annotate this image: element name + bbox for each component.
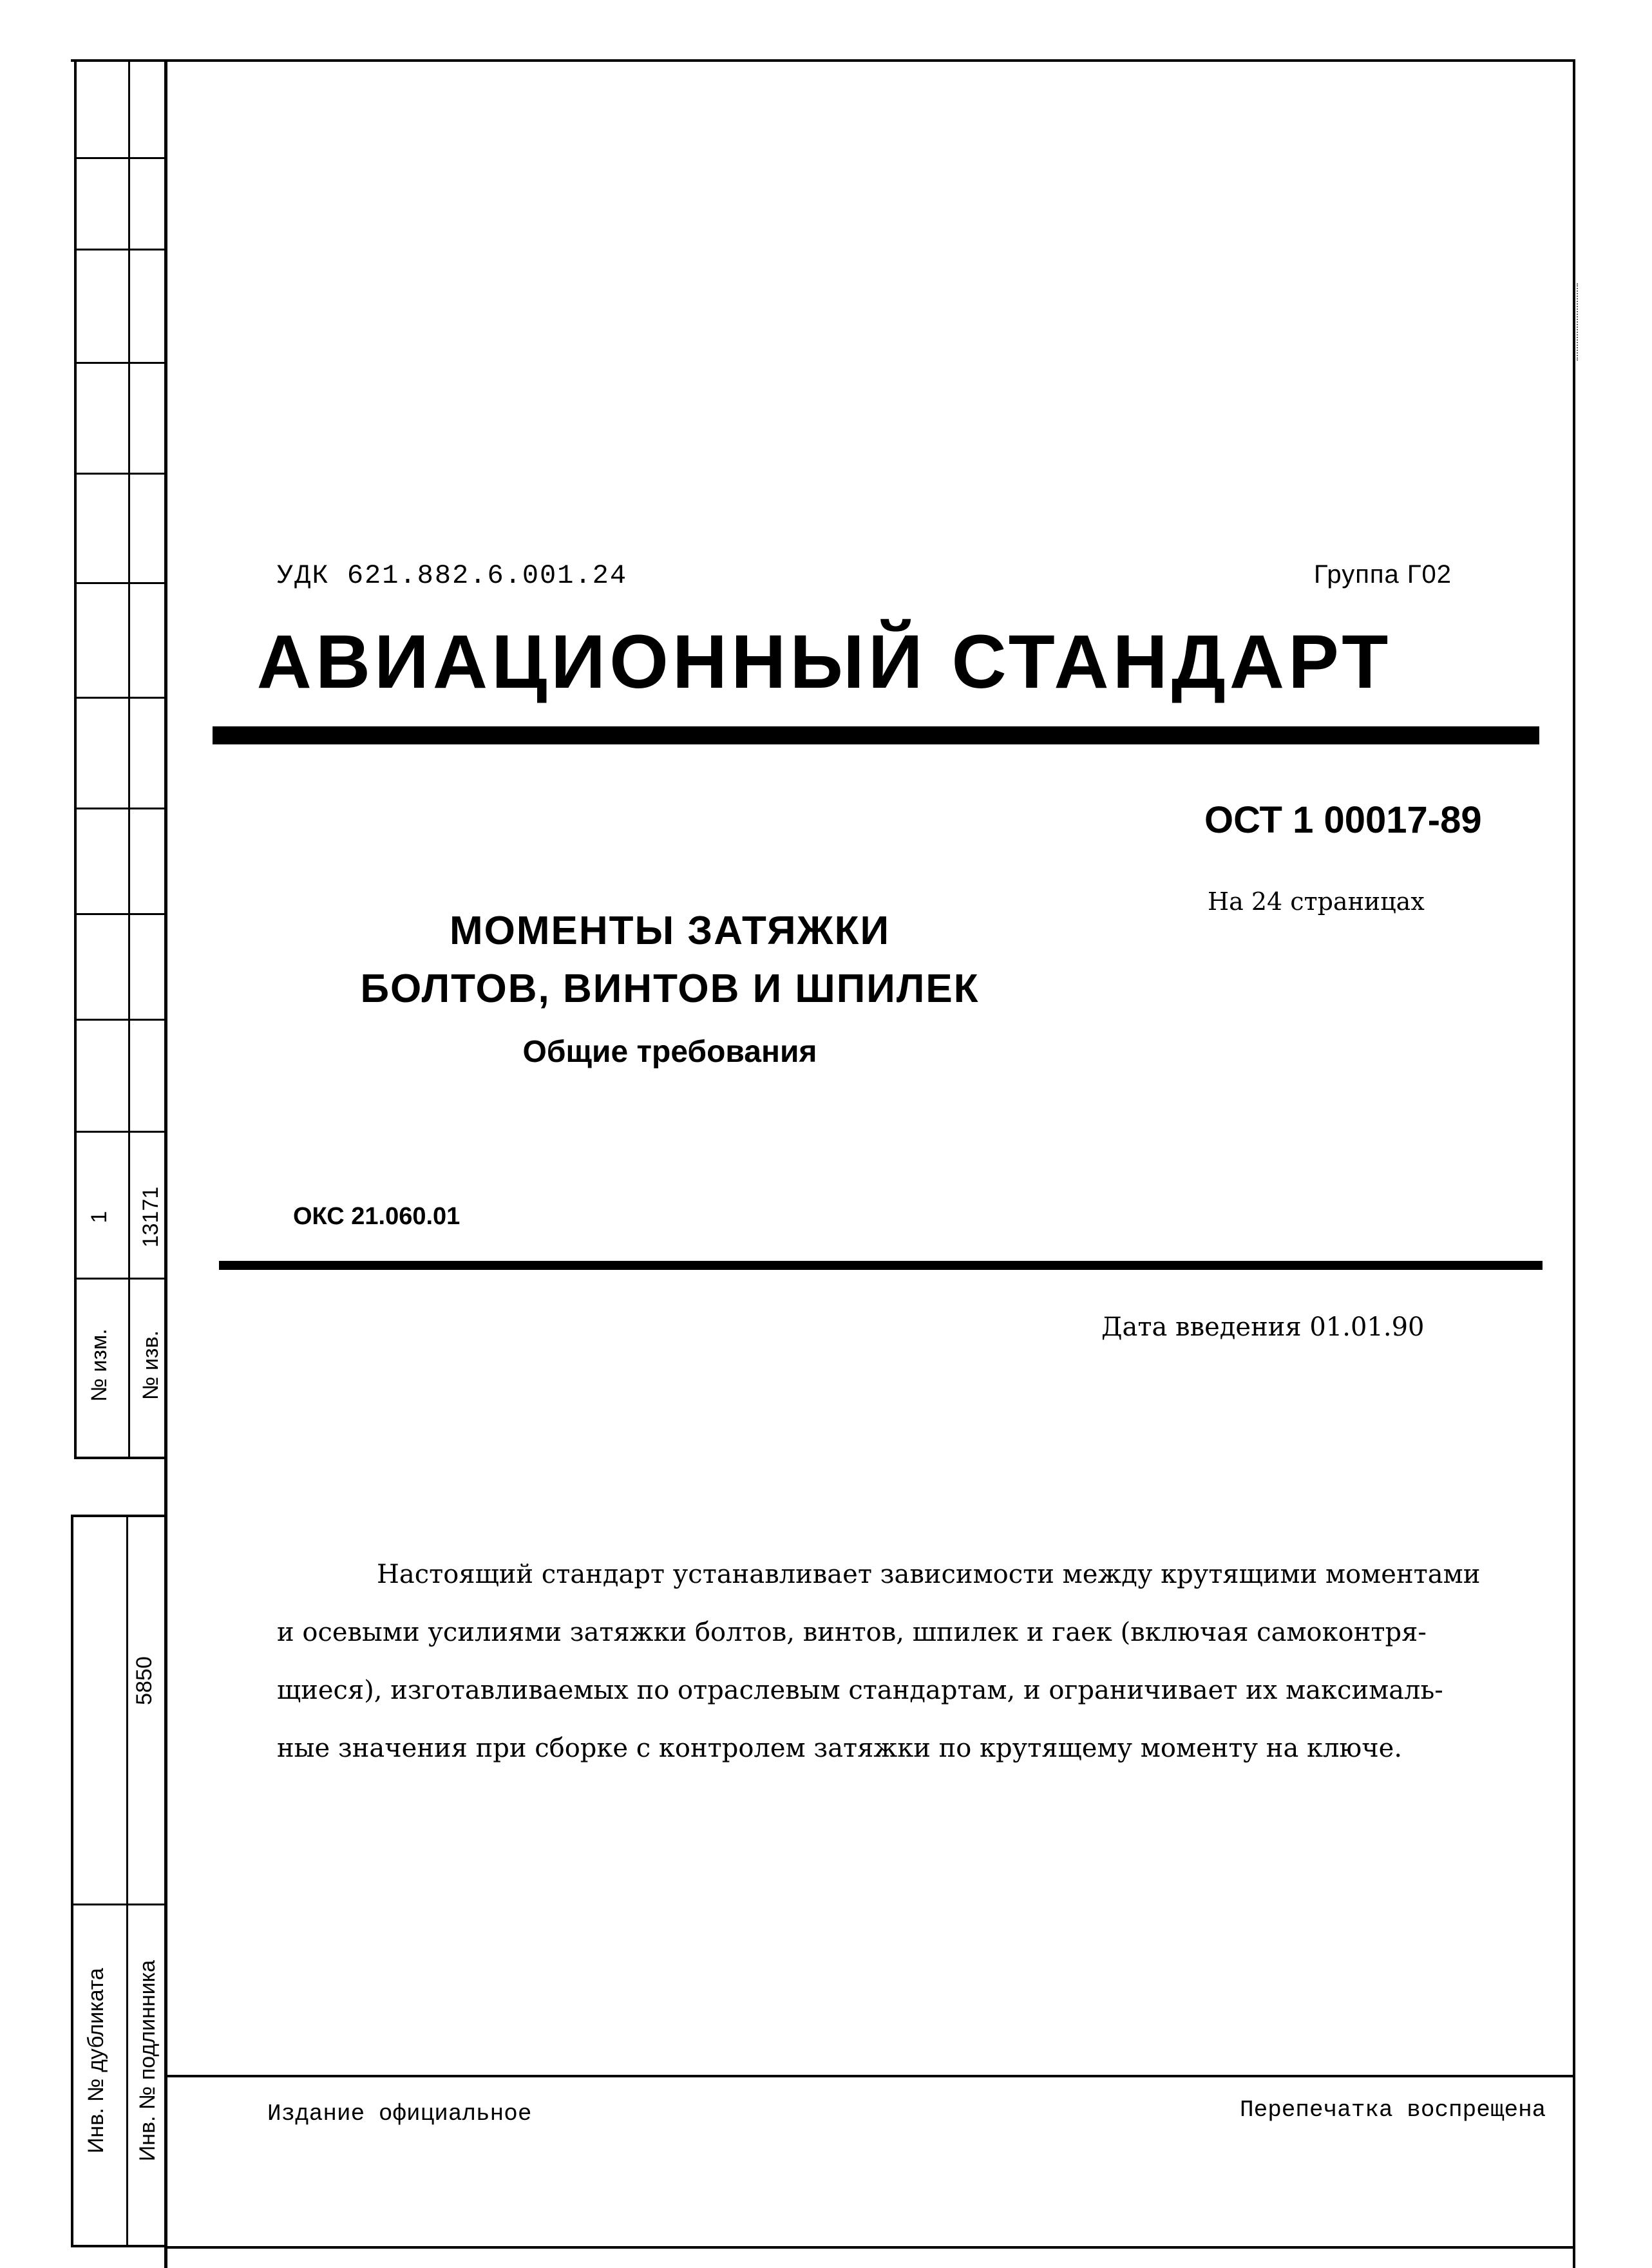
- podlinnik-label: Инв. № подлинника: [135, 1960, 160, 2162]
- oks-code: ОКС 21.060.01: [293, 1203, 460, 1230]
- subject-line-2: БОЛТОВ, ВИНТОВ И ШПИЛЕК: [360, 967, 980, 1011]
- footer-official-edition: Издание официальное: [267, 2101, 532, 2127]
- footer-reprint-forbidden: Перепечатка воспрещена: [1240, 2097, 1546, 2123]
- scope-line: щиеся), изготавливаемых по отраслевым стандартам, и ограничивает их максималь-: [277, 1676, 1443, 1705]
- subject-line-1: МОМЕНТЫ ЗАТЯЖКИ: [449, 909, 891, 953]
- page-count: На 24 страницах: [1208, 887, 1425, 916]
- document-title: АВИАЦИОННЫЙ СТАНДАРТ: [256, 619, 1392, 704]
- scope-line: Настоящий стандарт устанавливает зависимости между крутящими моментами: [377, 1560, 1481, 1589]
- frame-bottom-border: [164, 2246, 1575, 2249]
- udk-code: УДК 621.882.6.001.24: [277, 560, 628, 591]
- strip-row-line: [77, 1019, 166, 1021]
- scope-line: и осевыми усилиями затяжки болтов, винтов, шпилек и гаек (включая самоконтря-: [277, 1618, 1427, 1647]
- dublikat-label: Инв. № дубликата: [84, 1968, 108, 2153]
- strip-row-line: [77, 808, 166, 809]
- strip-row-line: [77, 473, 166, 475]
- margin-dots: [1577, 283, 1578, 361]
- strip-row-line: [77, 249, 166, 250]
- scope-paragraph: [277, 1545, 1501, 1777]
- subject-line-3: Общие требования: [522, 1035, 817, 1069]
- strip-row-line: [77, 1131, 166, 1133]
- standard-code: ОСТ 1 00017-89: [1204, 799, 1482, 841]
- strip-row-line: [77, 913, 166, 915]
- strip-row-line: [77, 362, 166, 364]
- izm-value: 1: [87, 1211, 111, 1224]
- footer-divider: [164, 2075, 1575, 2077]
- title-rule: [213, 726, 1539, 744]
- section-rule: [219, 1261, 1543, 1270]
- strip-row-line: [77, 1278, 166, 1280]
- strip-row-line: [77, 157, 166, 159]
- izm-label: № изм.: [87, 1328, 111, 1402]
- izv-value: 13171: [138, 1186, 163, 1248]
- frame-right-border: [1573, 59, 1575, 2268]
- strip-row-line: [77, 697, 166, 699]
- strip-row-line: [73, 1904, 166, 1905]
- izv-label: № изв.: [138, 1330, 163, 1401]
- frame-top-border: [71, 59, 1575, 62]
- introduction-date: Дата введения 01.01.90: [1101, 1312, 1425, 1342]
- strip-divider: [128, 62, 130, 1457]
- scope-line: ные значения при сборке с контролем затяжки по крутящему моменту на ключе.: [277, 1734, 1403, 1763]
- strip-row-line: [77, 582, 166, 584]
- strip-divider: [126, 1517, 128, 2245]
- group-code: Группа Г02: [1314, 560, 1452, 589]
- podlinnik-value: 5850: [132, 1656, 157, 1705]
